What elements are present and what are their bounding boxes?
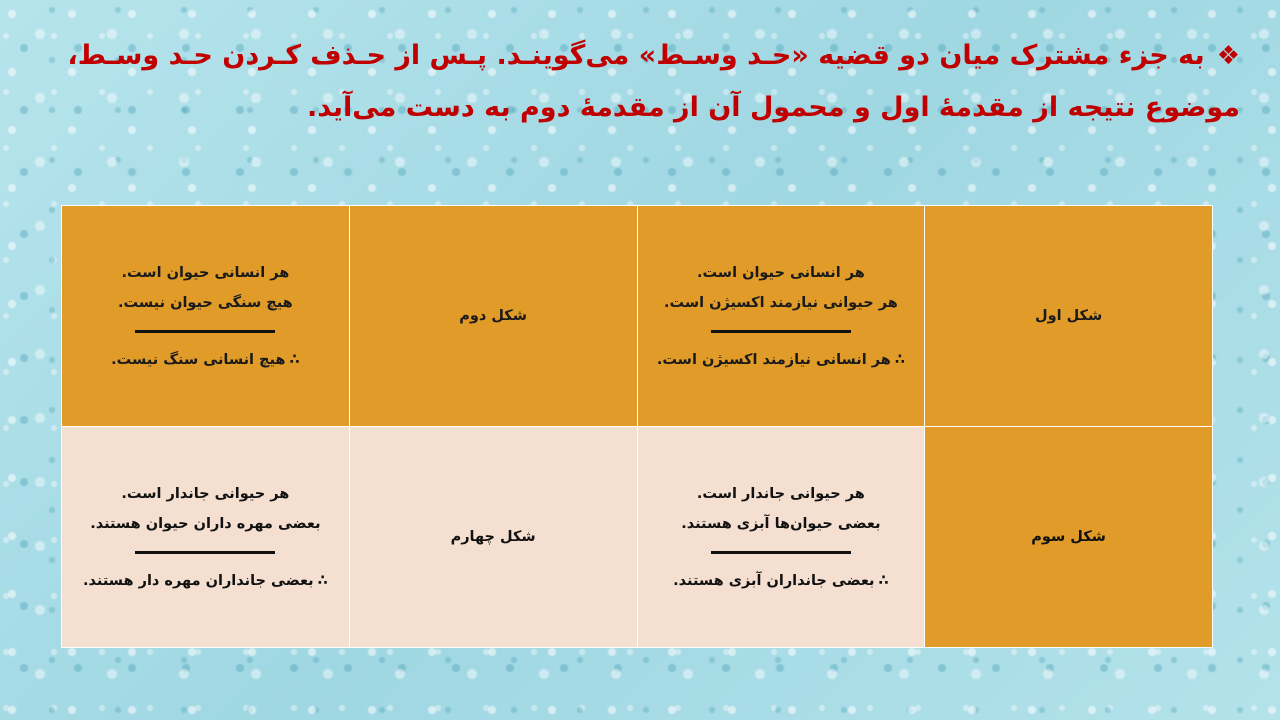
- diamond-bullet-icon: ❖: [1216, 41, 1240, 71]
- example-cell: [62, 427, 350, 648]
- example-cell: [62, 206, 350, 427]
- therefore-icon: ∴: [317, 572, 328, 589]
- example-cell: [637, 427, 925, 648]
- conclusion: [652, 345, 911, 375]
- slide-header: [40, 30, 1240, 134]
- premise-1: هر حیوانی جاندار است.: [121, 485, 290, 502]
- figure-label: شکل سوم: [1031, 529, 1106, 545]
- figure-name-cell: [349, 427, 637, 648]
- premise-2: بعضی مهره داران حیوان هستند.: [90, 515, 321, 532]
- conclusion-divider: [135, 330, 275, 333]
- header-text-1: به جزء مشترک میان دو قضیه «حـد وسـط» می‌گوینـد. پـس از حـذف کـردن حـد وسـط،: [67, 40, 1205, 71]
- table-row: [62, 427, 1213, 648]
- conclusion-divider: [711, 551, 851, 554]
- header-line-2: موضوع نتیجه از مقدمهٔ اول و محمول آن از مقدمهٔ دوم به دست می‌آید.: [307, 92, 1240, 123]
- conclusion: [76, 566, 335, 596]
- therefore-icon: ∴: [894, 351, 905, 368]
- conclusion: [76, 345, 335, 375]
- premise-2: بعضی حیوان‌ها آبزی هستند.: [681, 515, 881, 532]
- header-line-1: [40, 30, 1240, 82]
- conclusion-divider: [711, 330, 851, 333]
- conclusion-divider: [135, 551, 275, 554]
- figure-label-cell: [925, 427, 1213, 648]
- figure-name: شکل چهارم: [450, 529, 536, 545]
- table-row: [62, 206, 1213, 427]
- figure-name: شکل دوم: [459, 308, 527, 324]
- premise-2: هیچ سنگی حیوان نیست.: [118, 294, 293, 311]
- conclusion-text: هیچ انسانی سنگ نیست.: [111, 351, 286, 368]
- conclusion-text: بعضی جانداران آبزی هستند.: [673, 572, 875, 589]
- premise-1: هر انسانی حیوان است.: [696, 264, 865, 281]
- conclusion-text: هر انسانی نیازمند اکسیژن است.: [656, 351, 891, 368]
- figure-name-cell: [349, 206, 637, 427]
- syllogism-figures-table: [61, 205, 1213, 648]
- therefore-icon: ∴: [878, 572, 889, 589]
- premise-2: هر حیوانی نیازمند اکسیژن است.: [663, 294, 898, 311]
- figure-label: شکل اول: [1035, 308, 1103, 324]
- conclusion: [652, 566, 911, 596]
- premise-1: هر حیوانی جاندار است.: [696, 485, 865, 502]
- premise-1: هر انسانی حیوان است.: [121, 264, 290, 281]
- therefore-icon: ∴: [289, 351, 300, 368]
- figure-label-cell: [925, 206, 1213, 427]
- conclusion-text: بعضی جانداران مهره دار هستند.: [83, 572, 314, 589]
- example-cell: [637, 206, 925, 427]
